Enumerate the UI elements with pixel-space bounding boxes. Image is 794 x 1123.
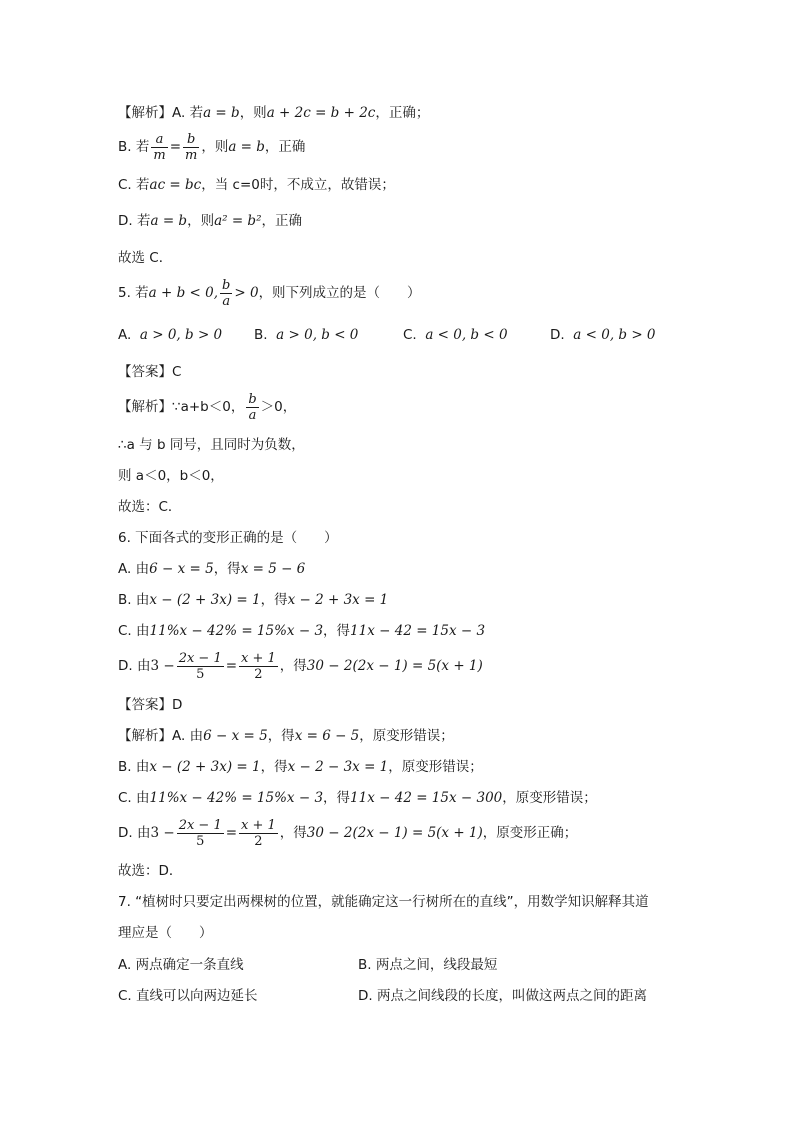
question-6-option-b: B. 由x − (2 + 3x) = 1，得x − 2 + 3x = 1 (118, 592, 389, 608)
option-d: D. a < 0, b > 0 (550, 327, 656, 343)
question-7-option-a: A. 两点确定一条直线 (118, 957, 244, 973)
selection-line: 故选 C． (118, 250, 173, 266)
solution-5-line-1: 【解析】∵a+b＜0， $\frac{b}{a}$ ＞0， (118, 391, 297, 423)
answer-6: 【答案】D (118, 697, 183, 713)
fraction: $\frac{2x - 1}{5}$ (178, 650, 222, 682)
question-7-line-1: 7. “植树时只要定出两棵树的位置，就能确定这一行树所在的直线”，用数学知识解释其道 (118, 894, 649, 910)
solution-line-c: C. 若ac = bc，当 c=0时，不成立，故错误； (118, 177, 395, 193)
selection-6: 故选：D． (118, 863, 183, 879)
fraction: $\frac{2x - 1}{5}$ (178, 817, 222, 849)
question-7-option-b: B. 两点之间，线段最短 (358, 957, 498, 973)
question-7-option-c: C. 直线可以向两边延长 (118, 988, 258, 1004)
question-7-line-2: 理应是（ ） (118, 925, 213, 941)
fraction: $\frac{b}{a}$ (222, 277, 231, 309)
question-6: 6. 下面各式的变形正确的是（ ） (118, 530, 338, 546)
question-6-option-d: D. 由3 − $\frac{2x - 1}{5}$ = $\frac{x + 1}{2}$ ，得30 − 2(2x − 1) = 5(x + 1) (118, 650, 483, 682)
solution-6-line-d: D. 由3 − $\frac{2x - 1}{5}$ = $\frac{x + 1}{2}$ ，得30 − 2(2x − 1) = 5(x + 1)，原变形正确； (118, 817, 578, 849)
question-6-option-a: A. 由6 − x = 5，得x = 5 − 6 (118, 561, 306, 577)
solution-6-line-a: 【解析】A. 由6 − x = 5，得x = 6 − 5，原变形错误； (118, 728, 454, 744)
fraction: $\frac{b}{m}$ (185, 131, 198, 163)
solution-line-d: D. 若a = b，则a² = b²，正确 (118, 213, 302, 229)
fraction: $\frac{a}{m}$ (153, 131, 166, 163)
question-5-options (118, 326, 678, 346)
question-6-option-c: C. 由11%x − 42% = 15%x − 3，得11x − 42 = 15x − 3 (118, 623, 486, 639)
solution-line-b: B. 若 $\frac{a}{m}$ = $\frac{b}{m}$ ，则a = b，正确 (118, 131, 306, 163)
solution-tag: 【解析】 (118, 105, 172, 121)
fraction: $\frac{x + 1}{2}$ (241, 650, 276, 682)
solution-5-line-2: ∴a 与 b 同号，且同时为负数， (118, 437, 305, 453)
fraction: $\frac{b}{a}$ (248, 391, 257, 423)
solution-5-line-4: 故选：C． (118, 499, 182, 515)
option-c: C. a < 0, b < 0 (403, 327, 508, 343)
option-a: A. a > 0, b > 0 (118, 327, 223, 343)
answer-5: 【答案】C (118, 364, 182, 380)
fraction: $\frac{x + 1}{2}$ (241, 817, 276, 849)
solution-line-a: 【解析】A. 若a = b，则a + 2c = b + 2c，正确； (118, 105, 430, 121)
solution-6-line-c: C. 由11%x − 42% = 15%x − 3，得11x − 42 = 15x − 300，原变形错误； (118, 790, 597, 806)
question-7-option-d: D. 两点之间线段的长度，叫做这两点之间的距离 (358, 988, 647, 1004)
question-5: 5. 若a + b < 0, $\frac{b}{a}$ > 0，则下列成立的是（ ） (118, 277, 421, 309)
solution-6-line-b: B. 由x − (2 + 3x) = 1，得x − 2 − 3x = 1，原变形错误； (118, 759, 483, 775)
solution-5-line-3: 则 a＜0，b＜0， (118, 468, 224, 484)
option-b: B. a > 0, b < 0 (254, 327, 359, 343)
